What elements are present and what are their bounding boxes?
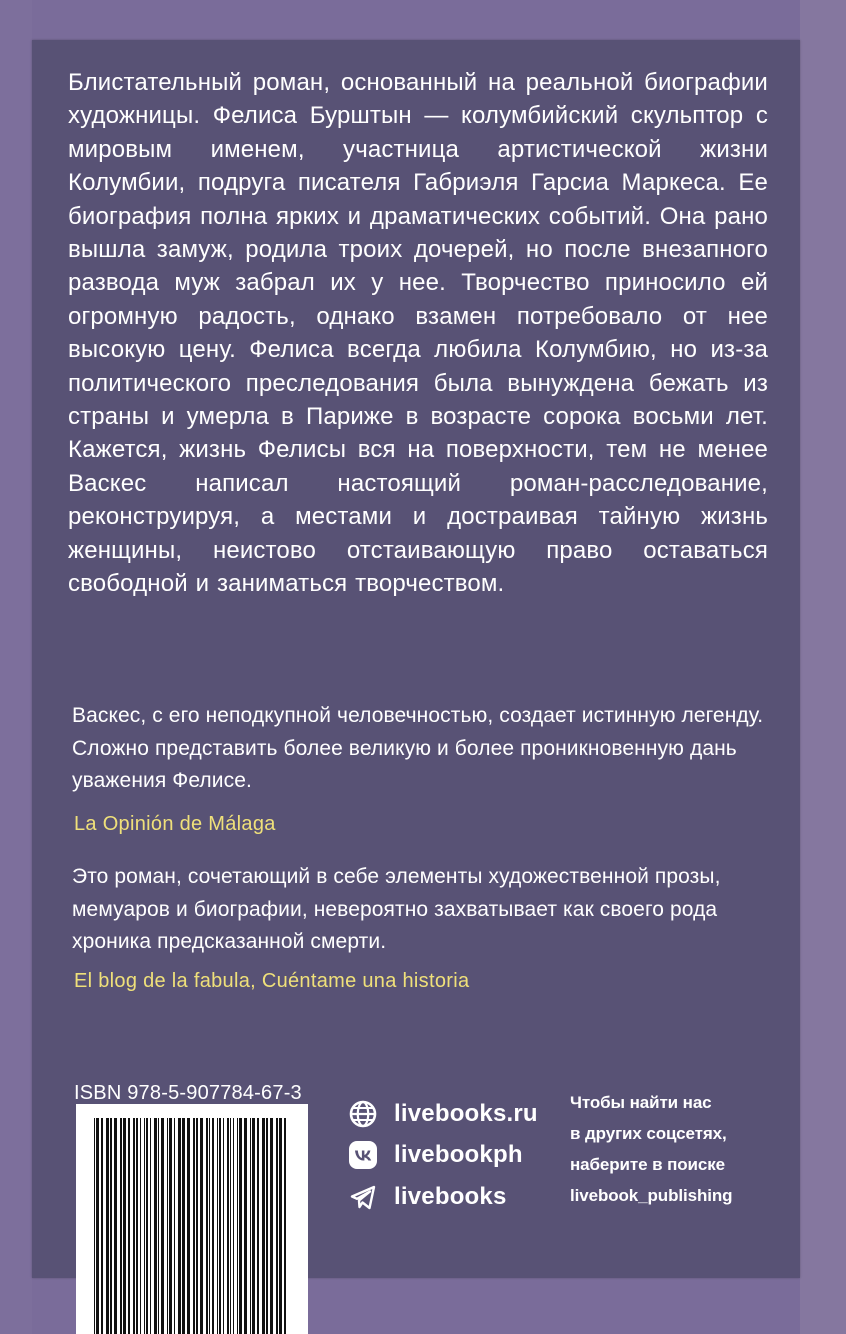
- barcode-bar: [154, 1118, 157, 1334]
- barcode-bar: [266, 1118, 268, 1334]
- barcode-bar: [230, 1118, 231, 1334]
- barcode-bar: [187, 1118, 190, 1334]
- barcode-bar: [206, 1118, 208, 1334]
- barcode-bar: [262, 1118, 265, 1334]
- barcode-bar: [223, 1118, 224, 1334]
- barcode-bar: [174, 1118, 175, 1334]
- barcode-bar: [114, 1118, 117, 1334]
- social-vk[interactable]: [348, 1139, 523, 1171]
- barcode-bar: [239, 1118, 242, 1334]
- barcode-bar: [200, 1118, 203, 1334]
- review-source-2: El blog de la fabula, Cuéntame una historia: [74, 970, 470, 992]
- barcode-bar: [158, 1118, 159, 1334]
- barcode-bar: [136, 1118, 138, 1334]
- barcode-bar: [120, 1118, 122, 1334]
- barcode: [76, 1104, 308, 1334]
- barcode-bar: [146, 1118, 148, 1334]
- barcode-bar: [279, 1118, 282, 1334]
- social-telegram[interactable]: [348, 1181, 507, 1213]
- barcode-bar: [96, 1118, 99, 1334]
- barcode-bar: [233, 1118, 234, 1334]
- barcode-bars: [90, 1118, 294, 1334]
- review-quote-1: Васкес, с его неподкупной человечностью, создает истинную легенду. Сложно представить более великую и более проникновенную дань уважения Фелисе.: [72, 704, 764, 792]
- cover-right-edge: [800, 0, 846, 1334]
- barcode-bar: [144, 1118, 145, 1334]
- barcode-bar: [101, 1118, 103, 1334]
- barcode-bar: [94, 1118, 95, 1334]
- barcode-bar: [110, 1118, 112, 1334]
- review-quote-2: Это роман, сочетающий в себе элементы художественной прозы, мемуаров и биографии, невероятно захватывает как своего рода хроника предсказанной смерти.: [72, 865, 721, 953]
- barcode-bar: [257, 1118, 259, 1334]
- vk-icon: [348, 1140, 378, 1170]
- social-search-note: [570, 1087, 790, 1211]
- barcode-bar: [161, 1118, 164, 1334]
- website-label: livebooks.ru: [394, 1100, 538, 1127]
- barcode-bar: [284, 1118, 286, 1334]
- barcode-bar: [133, 1118, 135, 1334]
- barcode-bar: [178, 1118, 181, 1334]
- barcode-bar: [193, 1118, 195, 1334]
- search-note-line-1: Чтобы найти нас: [570, 1093, 712, 1112]
- search-note-line-4: livebook_publishing: [570, 1186, 733, 1205]
- barcode-bar: [237, 1118, 238, 1334]
- telegram-icon: [348, 1182, 378, 1212]
- cover-left-edge: [0, 0, 32, 1334]
- review-source-1: La Opinión de Málaga: [74, 813, 276, 835]
- barcode-bar: [227, 1118, 229, 1334]
- barcode-bar: [212, 1118, 214, 1334]
- social-website[interactable]: [348, 1098, 538, 1130]
- barcode-bar: [167, 1118, 168, 1334]
- barcode-bar: [209, 1118, 210, 1334]
- vk-label: livebookph: [394, 1141, 523, 1168]
- barcode-bar: [270, 1118, 273, 1334]
- barcode-bar: [169, 1118, 172, 1334]
- barcode-bar: [182, 1118, 185, 1334]
- barcode-bar: [252, 1118, 255, 1334]
- barcode-bar: [123, 1118, 126, 1334]
- barcode-bar: [250, 1118, 251, 1334]
- search-note-line-2: в других соцсетях,: [570, 1124, 727, 1143]
- barcode-bar: [244, 1118, 247, 1334]
- book-description: Блистательный роман, основанный на реальной биографии художницы. Фелиса Бурштын — колумбийский скульптор с мировым именем, участница артистической жизни Колумбии, подруга писателя Габриэля Гарсиа Маркеса. Ее биография полна ярких и драматических событий. Она рано вышла замуж, родила троих дочерей, но после внезапного развода муж забрал их у нее. Творчество приносило ей огромную радость, однако взамен потребовало от нее высокую цену. Фелиса всегда любила Колумбию, но из-за политического преследования была вынуждена бежать из страны и умерла в Париже в возрасте сорока восьми лет. Кажется, жизнь Фелисы вся на поверхности, тем не менее Васкес написал настоящий роман-расследование, реконструируя, а местами и достраивая тайную жизнь женщины, неистово отстаивающую право оставаться свободной и заниматься творчеством.: [68, 69, 768, 598]
- search-note-line-3: наберите в поиске: [570, 1155, 726, 1174]
- globe-icon: [348, 1099, 378, 1129]
- barcode-bar: [150, 1118, 151, 1334]
- barcode-bar: [219, 1118, 221, 1334]
- barcode-bar: [217, 1118, 218, 1334]
- barcode-bar: [196, 1118, 198, 1334]
- barcode-bar: [140, 1118, 141, 1334]
- barcode-bar: [276, 1118, 278, 1334]
- barcode-bar: [106, 1118, 109, 1334]
- telegram-label: livebooks: [394, 1183, 507, 1210]
- barcode-bar: [128, 1118, 130, 1334]
- isbn-number: ISBN 978-5-907784-67-3: [74, 1082, 302, 1104]
